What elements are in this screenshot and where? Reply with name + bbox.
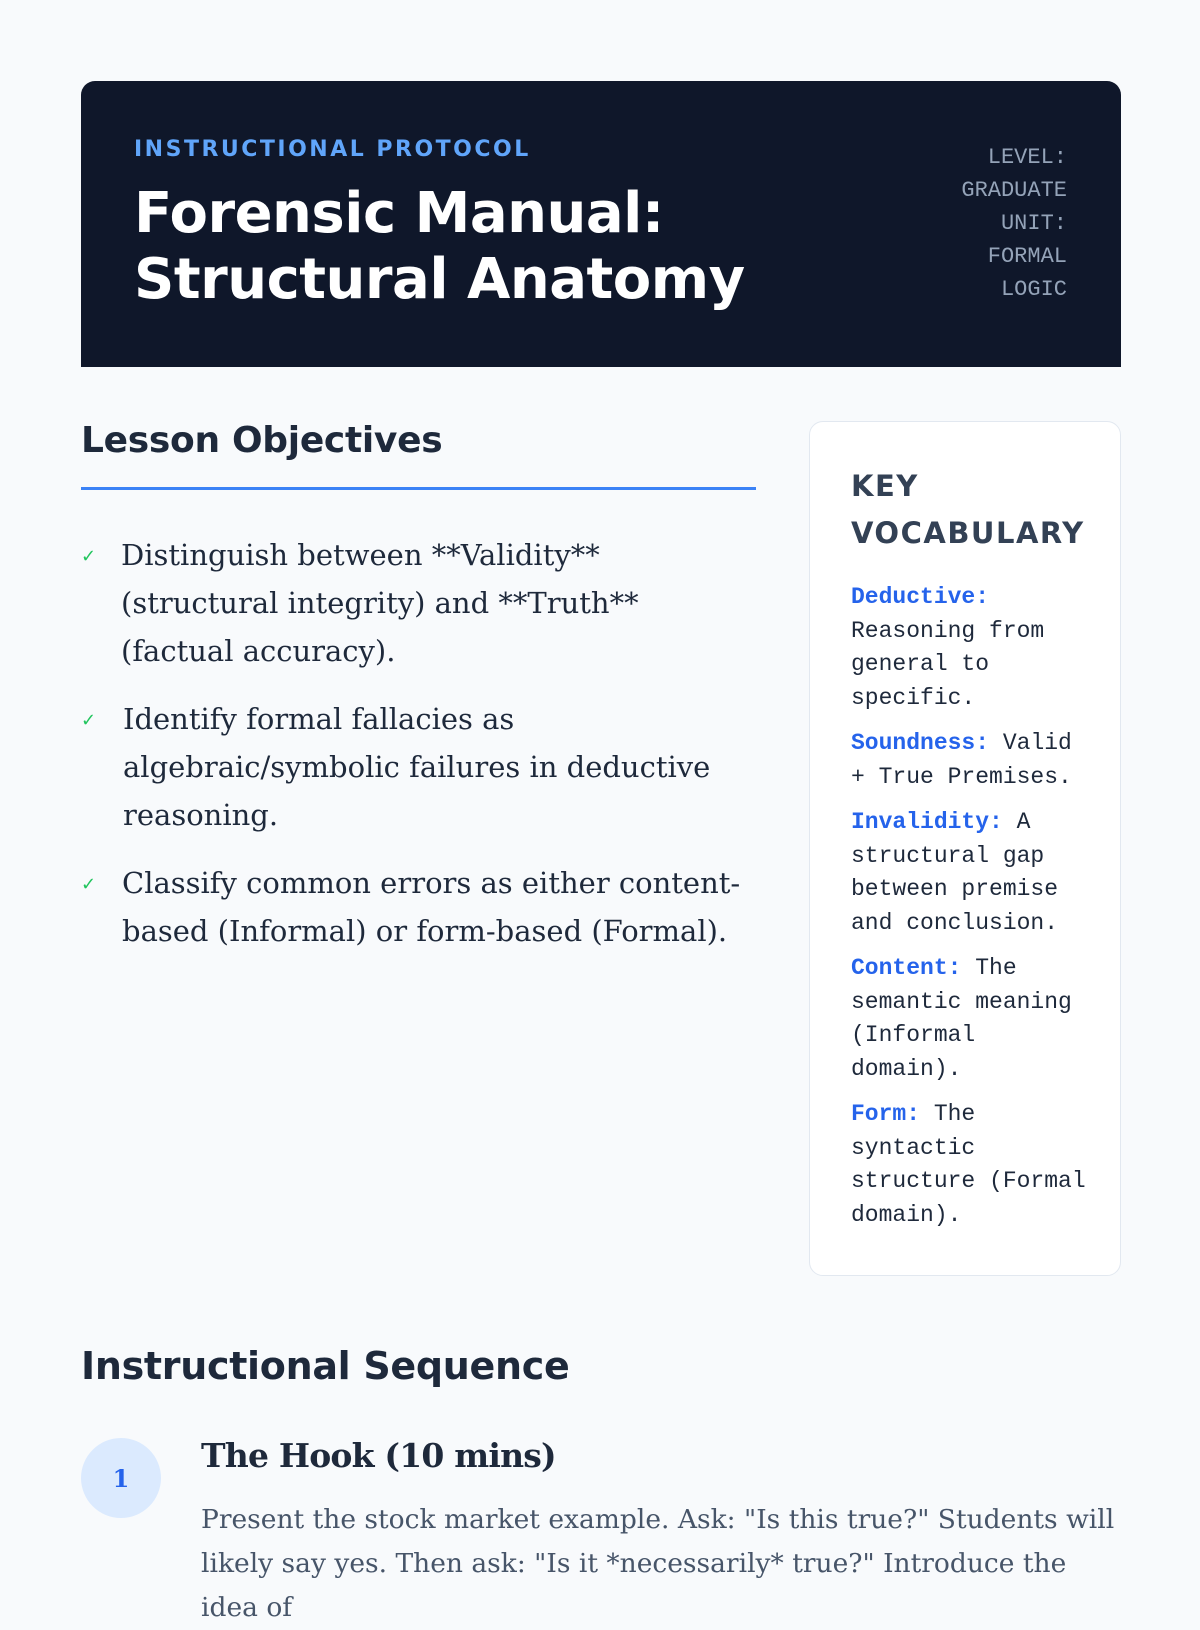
meta-level-label: LEVEL: [987, 145, 1067, 170]
vocabulary-item-invalidity [851, 806, 1092, 940]
vocabulary-definition: The semantic meaning (Informal domain). [851, 955, 1072, 1082]
vocabulary-term: Form: [851, 1101, 921, 1127]
step-title: The Hook (10 mins) [201, 1436, 556, 1475]
check-icon: ✓ [81, 546, 97, 567]
check-icon: ✓ [81, 874, 97, 895]
objective-item [81, 531, 741, 675]
step-description: Present the stock market example. Ask: "Is this true?" Students will likely say yes. Then ask: "Is it *necessarily* true?" Introduce the idea of [201, 1504, 1115, 1623]
vocabulary-term: Soundness: [851, 730, 990, 756]
objective-item [81, 695, 741, 839]
page-title: Forensic Manual: Structural Anatomy [134, 181, 745, 312]
key-vocabulary-card [809, 421, 1121, 1276]
vocabulary-item-content [851, 952, 1092, 1086]
objective-text: Classify common errors as either content-based (Informal) or form-based (Formal). [122, 866, 741, 948]
vocabulary-definition: The syntactic structure (Formal domain). [851, 1101, 1086, 1228]
meta-unit-label: UNIT: [1000, 211, 1067, 236]
vocabulary-definition: A structural gap between premise and conclusion. [851, 809, 1059, 936]
sequence-heading: Instructional Sequence [81, 1344, 570, 1388]
objectives-heading: Lesson Objectives [81, 420, 443, 461]
vocabulary-term: Content: [851, 955, 962, 981]
level-unit-meta [917, 141, 1067, 306]
objectives-divider [81, 487, 756, 490]
vocabulary-term: Invalidity: [851, 809, 1003, 835]
protocol-eyebrow: INSTRUCTIONAL PROTOCOL [134, 137, 531, 162]
meta-unit-value-line2: LOGIC [1000, 277, 1067, 302]
meta-unit-value-line1: FORMAL [987, 244, 1067, 269]
vocabulary-definition: Reasoning from general to specific. [851, 617, 1045, 711]
check-icon: ✓ [81, 710, 97, 731]
header-banner [81, 81, 1121, 367]
objectives-list [81, 531, 741, 955]
vocabulary-item-deductive [851, 581, 1092, 715]
objective-item [81, 859, 741, 955]
vocabulary-title: KEY VOCABULARY [851, 469, 1085, 550]
vocabulary-term: Deductive: [851, 584, 990, 610]
meta-level-value: GRADUATE [961, 178, 1067, 203]
vocabulary-definition: Valid + True Premises. [851, 730, 1072, 790]
objective-text: Distinguish between **Validity** (structural integrity) and **Truth** (factual accuracy). [121, 538, 639, 668]
vocabulary-item-soundness [851, 727, 1092, 794]
vocabulary-list [851, 581, 1092, 1232]
vocabulary-item-form [851, 1098, 1092, 1232]
step-number-badge: 1 [81, 1438, 161, 1518]
objective-text: Identify formal fallacies as algebraic/symbolic failures in deductive reasoning. [123, 702, 711, 832]
